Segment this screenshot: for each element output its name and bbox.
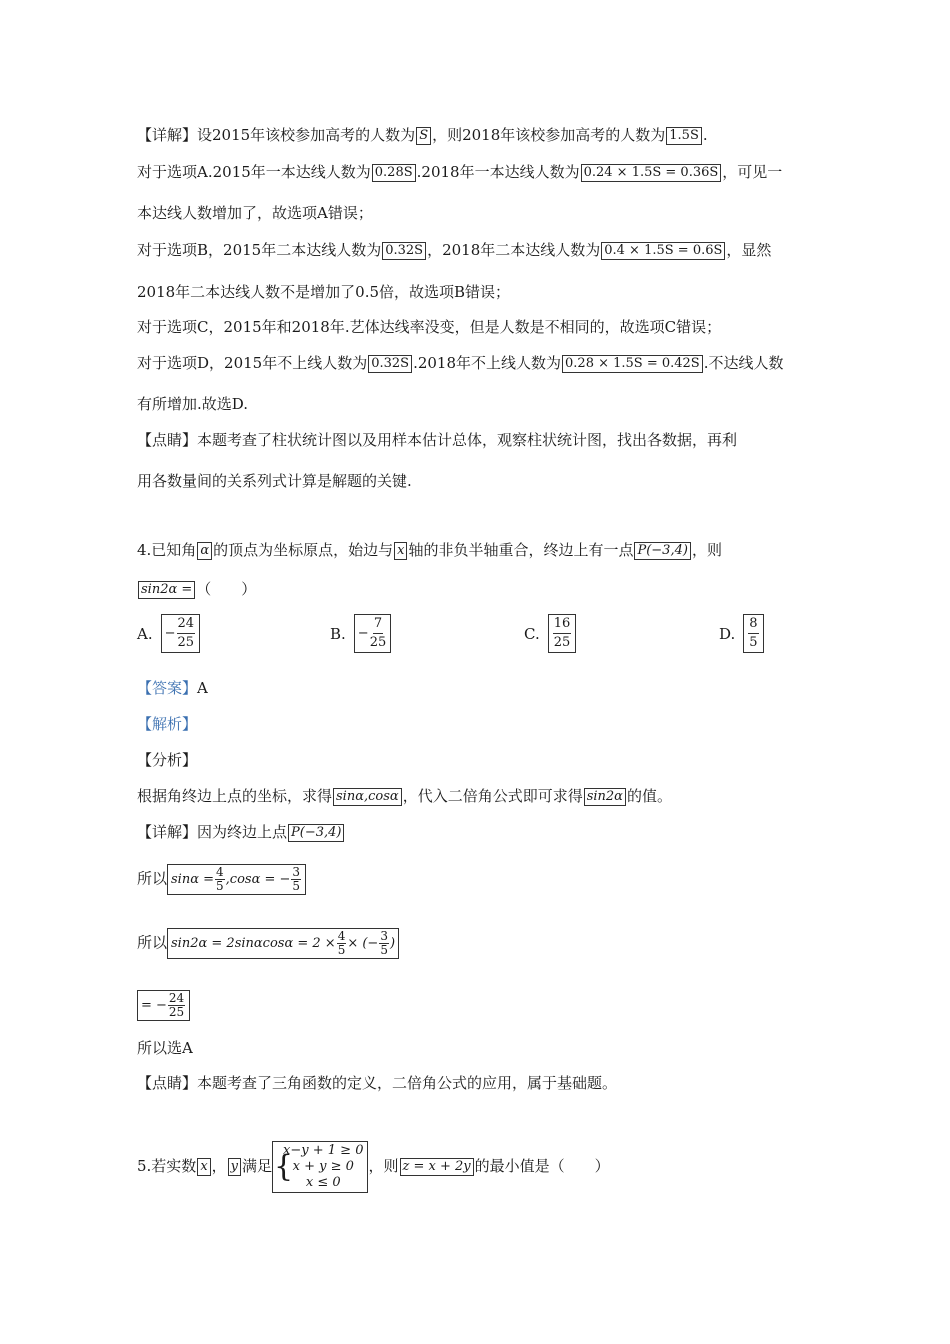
math-box — [743, 614, 763, 653]
text-line: 对于选项C，2015年和2018年.艺体达线率没变，但是人数是不相同的，故选项C错误； — [137, 318, 722, 336]
text: 【详解】因为终边上点 — [137, 823, 288, 841]
text: 的顶点为坐标原点，始边与 — [213, 541, 394, 559]
fraction — [215, 866, 225, 893]
expr: sinα = — [171, 871, 215, 887]
math-box: z = x + 2y — [400, 1158, 474, 1176]
equation-line — [137, 990, 190, 1021]
text: 轴的非负半轴重合，终边上有一点 — [408, 541, 634, 559]
sign: − — [357, 626, 369, 641]
numerator: 24 — [177, 615, 196, 634]
text: 根据角终边上点的坐标，求得 — [137, 787, 333, 805]
analysis-tag: 【解析】 — [137, 715, 198, 733]
fraction — [337, 930, 347, 957]
numerator: 8 — [748, 615, 758, 634]
math-box: sin2α — [584, 788, 626, 806]
math-box: 0.4 × 1.5S = 0.6S — [601, 242, 725, 260]
math-box: α — [197, 542, 212, 560]
expr: = − — [141, 997, 167, 1013]
text-line: 本达线人数增加了，故选项A错误； — [137, 204, 373, 222]
denominator: 5 — [292, 879, 301, 893]
fraction — [168, 992, 185, 1019]
text: ，则 — [368, 1157, 399, 1175]
text: ， — [211, 1157, 227, 1175]
text: （ ） — [196, 580, 257, 598]
text: 所以 — [137, 933, 168, 952]
expr: ) — [389, 935, 396, 951]
text-line — [137, 162, 782, 182]
option-label: A. — [137, 624, 153, 643]
denominator: 25 — [168, 1005, 185, 1019]
option-label: B. — [330, 624, 346, 643]
text: 5.若实数 — [137, 1157, 197, 1175]
text: ，代入二倍角公式即可求得 — [402, 787, 583, 805]
numerator: 4 — [216, 865, 224, 879]
math-box: 0.28 × 1.5S = 0.42S — [562, 355, 703, 373]
math-box — [354, 614, 391, 653]
math-box — [137, 990, 190, 1021]
text-line — [137, 353, 784, 373]
text: 对于选项A.2015年一本达线人数为 — [137, 163, 371, 181]
fraction — [379, 930, 389, 957]
denominator: 5 — [216, 879, 224, 893]
denominator: 25 — [553, 635, 571, 650]
math-box: y — [228, 1158, 241, 1176]
text: 对于选项B，2015年二本达线人数为 — [137, 241, 382, 259]
answer-line — [137, 678, 208, 698]
text-line: 【点睛】本题考查了三角函数的定义，二倍角公式的应用，属于基础题。 — [137, 1074, 618, 1092]
denominator: 25 — [177, 635, 195, 650]
denominator: 5 — [749, 635, 758, 650]
fraction — [370, 615, 387, 652]
sign: − — [164, 626, 176, 641]
text: .2018年不上线人数为 — [413, 354, 562, 372]
math-box: 0.32S — [368, 355, 412, 373]
text-line: 有所增加.故选D. — [137, 395, 249, 413]
math-box: x — [394, 542, 407, 560]
numerator: 4 — [337, 929, 346, 943]
text: .2018年一本达线人数为 — [416, 163, 580, 181]
expr: ,cosα = − — [225, 871, 291, 887]
numerator: 3 — [292, 865, 301, 879]
text-line: 用各数量间的关系列式计算是解题的关键. — [137, 472, 412, 490]
text-line: 所以选A — [137, 1039, 193, 1057]
option-b — [330, 614, 391, 653]
fraction — [553, 615, 572, 652]
text: 所以 — [137, 869, 168, 888]
option-label: C. — [524, 624, 540, 643]
math-box: sinα,cosα — [333, 788, 402, 806]
option-c — [524, 614, 576, 653]
math-box — [548, 614, 577, 653]
text-line — [137, 822, 345, 842]
text-line — [137, 786, 672, 806]
inequality: { x−y + 1 ≥ 0 — [283, 1143, 364, 1158]
text-line: 2018年二本达线人数不是增加了0.5倍，故选项B错误； — [137, 283, 511, 301]
text: ，可见一 — [722, 163, 783, 181]
math-box: 0.32S — [382, 242, 426, 260]
question-5-stem — [137, 1141, 610, 1193]
math-box: x — [197, 1158, 210, 1176]
expr: × (− — [347, 935, 379, 951]
numerator: 16 — [553, 615, 572, 634]
expr: sin2α = 2sinαcosα = 2 × — [171, 935, 336, 951]
math-box: 0.28S — [372, 164, 416, 182]
text: 满足 — [242, 1157, 273, 1175]
inequality: x + y ≥ 0 — [292, 1159, 354, 1174]
numerator: 3 — [380, 929, 388, 943]
denominator: 5 — [337, 943, 346, 957]
inequality-system — [272, 1141, 368, 1193]
math-box: sin2α = — [138, 581, 195, 599]
answer-value: A — [197, 679, 208, 697]
math-box: 0.24 × 1.5S = 0.36S — [581, 164, 722, 182]
text: 的值。 — [626, 787, 672, 805]
question-4-stem — [137, 540, 722, 560]
equation-line — [137, 928, 399, 959]
text: 的最小值是（ ） — [474, 1157, 610, 1175]
fraction — [177, 615, 196, 652]
text-line — [137, 240, 771, 260]
answer-tag: 【答案】 — [137, 679, 198, 697]
denominator: 25 — [369, 635, 387, 650]
text: .不达线人数 — [703, 354, 784, 372]
math-box: S — [416, 127, 431, 145]
numerator: 7 — [373, 615, 383, 634]
text-line: 【点睛】本题考查了柱状统计图以及用样本估计总体，观察柱状统计图，找出各数据，再利 — [137, 431, 738, 449]
math-box — [167, 928, 399, 959]
denominator: 5 — [380, 943, 388, 957]
option-label: D. — [719, 624, 736, 643]
numerator: 24 — [168, 991, 185, 1005]
text: 【详解】设2015年该校参加高考的人数为 — [137, 126, 416, 144]
text: 对于选项D，2015年不上线人数为 — [137, 354, 368, 372]
text-line — [137, 125, 708, 145]
question-4-stem-cont — [137, 579, 256, 599]
text: 4.已知角 — [137, 541, 197, 559]
math-box: 1.5S — [666, 127, 702, 145]
fenxi-tag: 【分析】 — [137, 751, 198, 769]
option-d — [719, 614, 764, 653]
equation-line — [137, 864, 306, 895]
text: ，则 — [691, 541, 722, 559]
math-box: P(−3,4) — [288, 824, 344, 842]
option-a — [137, 614, 200, 653]
text: ，显然 — [726, 241, 772, 259]
math-box — [167, 864, 306, 895]
text: ，则2018年该校参加高考的人数为 — [432, 126, 666, 144]
math-box — [161, 614, 200, 653]
fraction — [748, 615, 758, 652]
math-box: P(−3,4) — [634, 542, 690, 560]
inequality: x ≤ 0 — [305, 1175, 341, 1190]
fraction — [291, 866, 301, 893]
text: . — [702, 126, 708, 144]
text: ，2018年二本达线人数为 — [427, 241, 601, 259]
